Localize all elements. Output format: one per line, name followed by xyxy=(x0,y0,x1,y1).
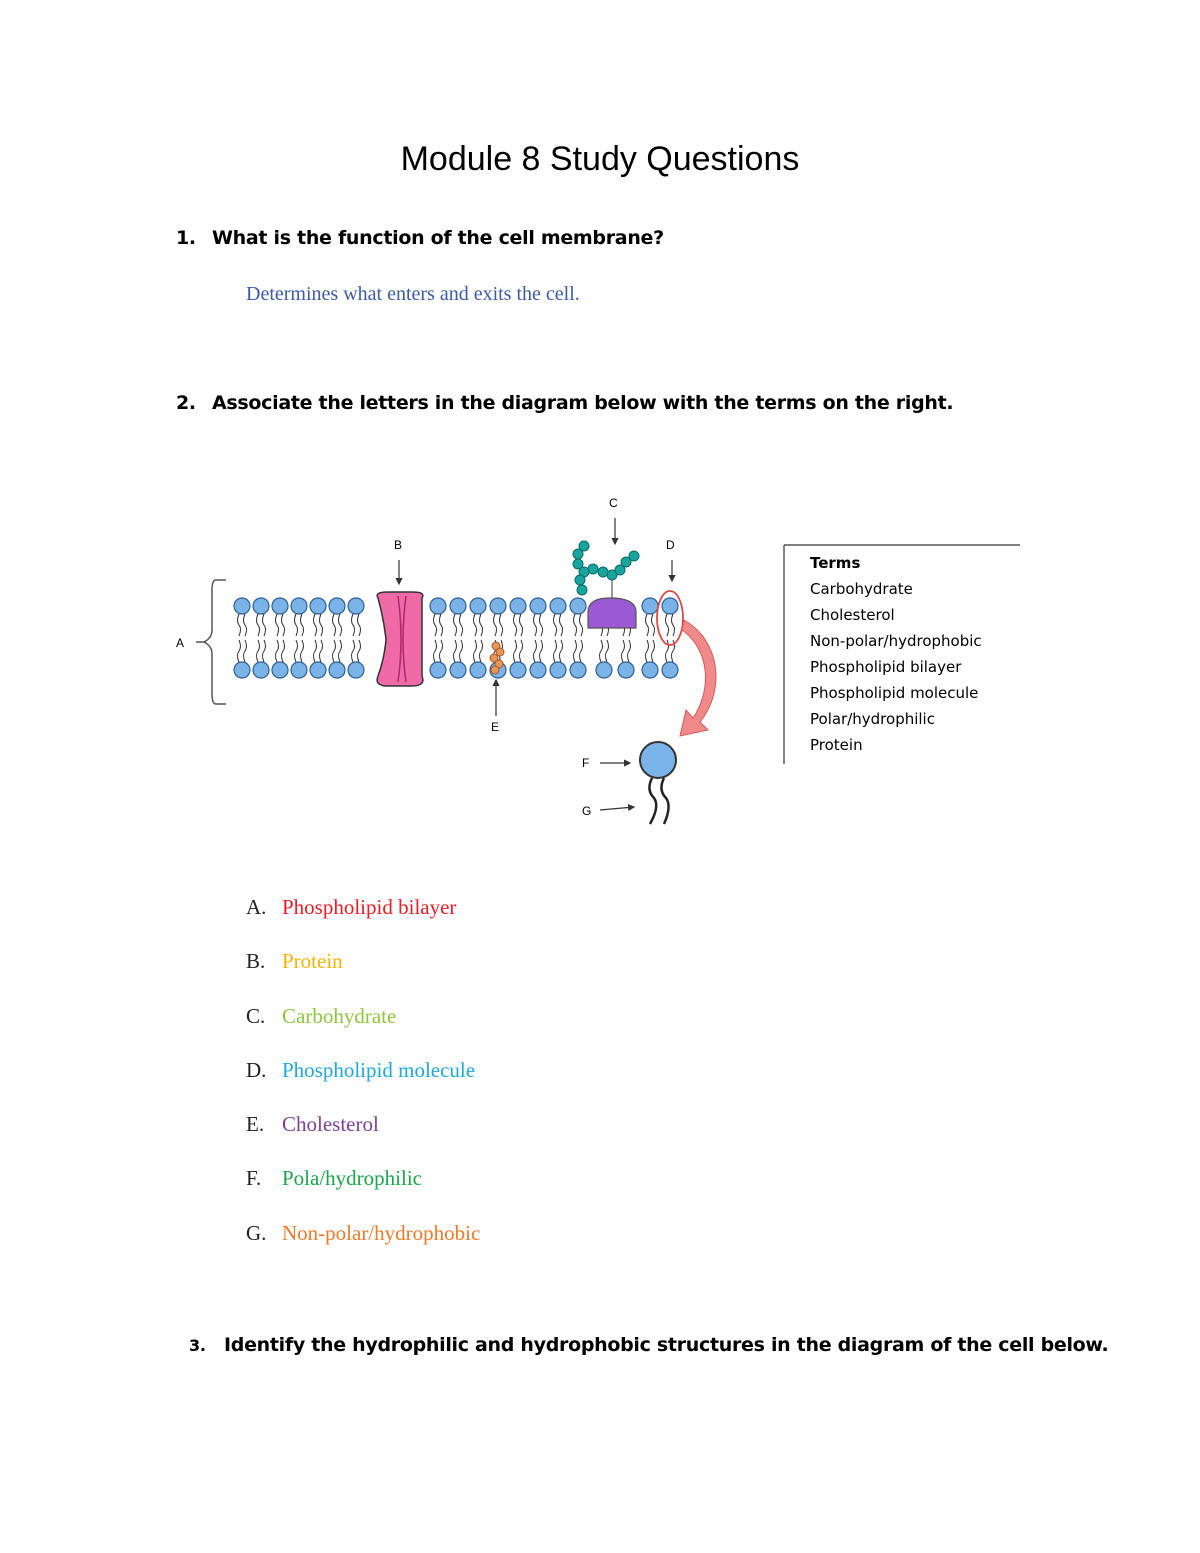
answer-text: Phospholipid bilayer xyxy=(282,895,457,919)
answer-letter: D. xyxy=(246,1057,267,1082)
label-e: E xyxy=(491,720,500,734)
answer-item xyxy=(246,949,480,1003)
answer-letter: A. xyxy=(246,895,267,919)
phospholipid-tail xyxy=(238,640,241,662)
phospholipid-tail xyxy=(554,614,557,636)
term-item: Non-polar/hydrophobic xyxy=(810,632,982,650)
question-text: Associate the letters in the diagram below with the terms on the right. xyxy=(212,392,954,414)
phospholipid-tail xyxy=(454,614,457,636)
phospholipid-tail xyxy=(358,640,361,662)
phospholipid-tail xyxy=(339,640,342,662)
answer-letter: E. xyxy=(246,1112,265,1137)
terms-list xyxy=(810,580,982,754)
phospholipid-tail xyxy=(474,614,477,636)
phospholipid-tail xyxy=(301,640,304,662)
phospholipid-tail xyxy=(574,640,577,662)
phospholipid-tail xyxy=(580,640,583,662)
phospholipid-tail xyxy=(358,614,361,636)
phospholipid-head xyxy=(662,598,678,614)
phospholipid-tail xyxy=(628,640,631,662)
phospholipid-head xyxy=(618,662,634,678)
phospholipid-head xyxy=(550,662,566,678)
phospholipid-tail xyxy=(646,614,649,636)
phospholipid-head xyxy=(348,598,364,614)
glycoprotein xyxy=(588,598,636,628)
phospholipid-tail xyxy=(333,614,336,636)
label-c: C xyxy=(609,496,618,510)
phospholipid-tail xyxy=(314,614,317,636)
phospholipid-head xyxy=(640,742,676,778)
term-item: Phospholipid bilayer xyxy=(810,658,962,676)
phospholipid-tail xyxy=(520,640,523,662)
answer-text: Protein xyxy=(282,949,343,974)
phospholipid-tail xyxy=(320,640,323,662)
phospholipid-tail xyxy=(574,614,577,636)
question-2 xyxy=(176,392,953,414)
answer-text: Cholesterol xyxy=(282,1112,379,1137)
answer-text: Phospholipid molecule xyxy=(282,1057,476,1082)
phospholipid-head xyxy=(530,662,546,678)
phospholipid-tail xyxy=(434,640,437,662)
phospholipid-tail xyxy=(263,640,266,662)
phospholipid-tail xyxy=(333,640,336,662)
phospholipid-tail xyxy=(480,614,483,636)
answer-letter: B. xyxy=(246,949,266,974)
phospholipid-tail xyxy=(276,640,279,662)
phospholipid-tail xyxy=(622,640,625,662)
phospholipid-tail xyxy=(514,614,517,636)
phospholipid-head xyxy=(272,598,288,614)
phospholipid-tails xyxy=(649,778,668,824)
phospholipid-tail xyxy=(263,614,266,636)
phospholipid-head xyxy=(470,598,486,614)
answer-text: Carbohydrate xyxy=(282,1003,397,1028)
carbohydrate-chain xyxy=(573,541,639,595)
phospholipid-tail xyxy=(540,614,543,636)
phospholipid-head xyxy=(329,662,345,678)
phospholipid-head xyxy=(510,662,526,678)
phospholipid-head xyxy=(642,598,658,614)
cell-membrane-diagram xyxy=(160,480,1040,840)
phospholipid-tail xyxy=(600,640,603,662)
phospholipid-tail xyxy=(520,614,523,636)
label-d: D xyxy=(666,538,675,552)
phospholipid-head xyxy=(329,598,345,614)
phospholipid-tail xyxy=(352,640,355,662)
term-item: Phospholipid molecule xyxy=(810,684,979,702)
question-text: What is the function of the cell membrane? xyxy=(212,227,664,249)
answer-letter: F. xyxy=(246,1166,262,1191)
bracket-a xyxy=(204,580,226,704)
question-3 xyxy=(189,1334,1108,1356)
phospholipid-tail xyxy=(320,614,323,636)
phospholipid-tail xyxy=(460,614,463,636)
phospholipid-head xyxy=(291,598,307,614)
phospholipid-tail xyxy=(257,640,260,662)
page-title: Module 8 Study Questions xyxy=(400,140,800,178)
phospholipid-head xyxy=(234,662,250,678)
phospholipid-tail xyxy=(494,614,497,636)
phospholipid-tail xyxy=(238,614,241,636)
label-b: B xyxy=(394,538,403,552)
phospholipid-tail xyxy=(666,614,669,636)
phospholipid-tail xyxy=(534,640,537,662)
phospholipid-head xyxy=(450,662,466,678)
phospholipid-head xyxy=(291,662,307,678)
phospholipid-head xyxy=(470,662,486,678)
answer-list xyxy=(246,895,480,1275)
phospholipid-head xyxy=(530,598,546,614)
phospholipid-tail xyxy=(282,614,285,636)
phospholipid-head xyxy=(253,598,269,614)
answer-item xyxy=(246,1166,480,1220)
label-g: G xyxy=(582,804,592,818)
phospholipid-head xyxy=(550,598,566,614)
phospholipid-tail xyxy=(244,614,247,636)
phospholipid-tail xyxy=(606,640,609,662)
phospholipid-tail xyxy=(244,640,247,662)
phospholipid-tail xyxy=(560,614,563,636)
phospholipid-tail xyxy=(440,640,443,662)
phospholipid-tail xyxy=(257,614,260,636)
answer-1: Determines what enters and exits the cell. xyxy=(246,283,580,305)
phospholipid-head xyxy=(272,662,288,678)
phospholipid-tail xyxy=(580,614,583,636)
label-a: A xyxy=(176,636,185,650)
question-number: 2. xyxy=(176,392,196,414)
phospholipid-tail xyxy=(652,614,655,636)
phospholipid-head xyxy=(450,598,466,614)
answer-item xyxy=(246,1221,480,1275)
phospholipid-head xyxy=(348,662,364,678)
term-item: Polar/hydrophilic xyxy=(810,710,935,728)
answer-item xyxy=(246,1004,480,1058)
term-item: Protein xyxy=(810,736,863,754)
phospholipid-tail xyxy=(534,614,537,636)
phospholipid-tail xyxy=(672,614,675,636)
phospholipid-head xyxy=(490,598,506,614)
phospholipid-tail xyxy=(440,614,443,636)
phospholipid-head xyxy=(570,598,586,614)
phospholipid-tail xyxy=(282,640,285,662)
phospholipid-tail xyxy=(540,640,543,662)
question-number: 1. xyxy=(176,227,196,249)
phospholipid-tail xyxy=(434,614,437,636)
phospholipid-tail xyxy=(339,614,342,636)
term-item: Carbohydrate xyxy=(810,580,913,598)
answer-item xyxy=(246,1058,480,1112)
phospholipid-head xyxy=(510,598,526,614)
answer-item xyxy=(246,1112,480,1166)
phospholipid-tail xyxy=(314,640,317,662)
answer-text: Pola/hydrophilic xyxy=(282,1166,422,1191)
phospholipid-head xyxy=(310,598,326,614)
phospholipid-tail xyxy=(554,640,557,662)
phospholipid-tail xyxy=(295,614,298,636)
terms-heading: Terms xyxy=(810,554,861,572)
question-number: 3. xyxy=(189,1336,206,1355)
question-1 xyxy=(176,227,664,249)
phospholipid-tail xyxy=(514,640,517,662)
phospholipid-head xyxy=(310,662,326,678)
phospholipid-tail xyxy=(474,640,477,662)
phospholipid-tail xyxy=(500,614,503,636)
phospholipid-tail xyxy=(480,640,483,662)
phospholipid-tail xyxy=(301,614,304,636)
phospholipid-head xyxy=(253,662,269,678)
curved-arrow xyxy=(680,620,716,736)
phospholipid-head xyxy=(596,662,612,678)
answer-letter: C. xyxy=(246,1003,266,1028)
phospholipid-tail xyxy=(352,614,355,636)
phospholipid-tail xyxy=(460,640,463,662)
phospholipid-tail xyxy=(560,640,563,662)
phospholipid-head xyxy=(430,662,446,678)
label-f: F xyxy=(582,756,590,770)
phospholipid-tail xyxy=(276,614,279,636)
phospholipid-head xyxy=(642,662,658,678)
phospholipid-tail xyxy=(646,640,649,662)
phospholipid-head xyxy=(430,598,446,614)
term-item: Cholesterol xyxy=(810,606,895,624)
phospholipid-tail xyxy=(454,640,457,662)
answer-text: Non-polar/hydrophobic xyxy=(282,1220,481,1245)
answer-item xyxy=(246,895,480,949)
phospholipid-tail xyxy=(295,640,298,662)
answer-letter: G. xyxy=(246,1220,267,1245)
phospholipid-tail xyxy=(652,640,655,662)
phospholipid-head xyxy=(234,598,250,614)
phospholipid-head xyxy=(662,662,678,678)
question-text: Identify the hydrophilic and hydrophobic structures in the diagram of the cell below. xyxy=(224,1334,1109,1356)
phospholipid-head xyxy=(570,662,586,678)
